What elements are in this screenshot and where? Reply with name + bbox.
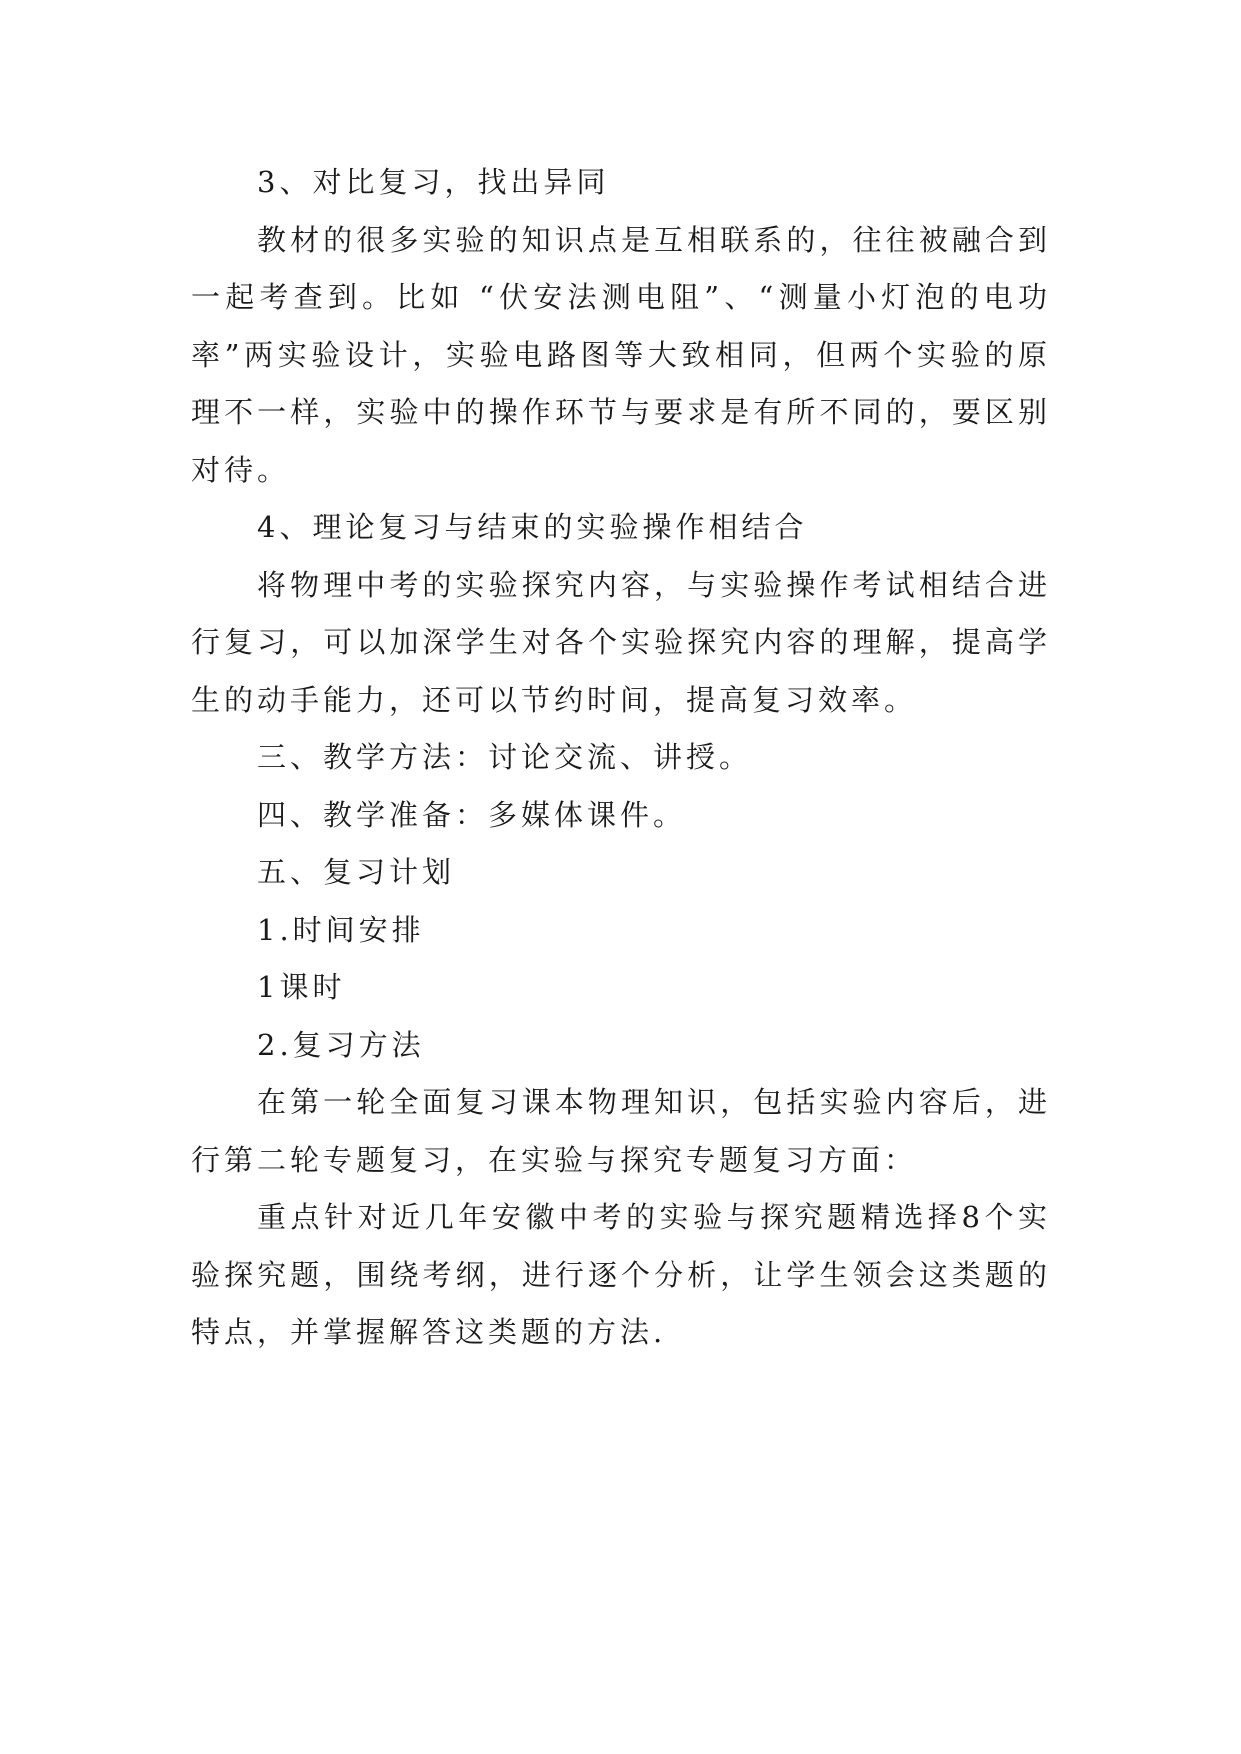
paragraph-review-rounds: 在第一轮全面复习课本物理知识，包括实验内容后，进行第二轮专题复习，在实验与探究专题复习方面： [191, 1085, 1051, 1177]
document-body [191, 154, 1051, 1362]
paragraph-class-hours: 1课时 [257, 970, 346, 1004]
section-heading-teaching-prep: 四、教学准备：多媒体课件。 [257, 797, 687, 832]
section-heading-theory-practice: 4、理论复习与结束的实验操作相结合 [257, 510, 808, 544]
paragraph-theory-practice: 将物理中考的实验探究内容，与实验操作考试相结合进行复习，可以加深学生对各个实验探究内容的理解，提高学生的动手能力，还可以节约时间，提高复习效率。 [191, 567, 1051, 717]
subheading-review-method: 2.复习方法 [257, 1027, 425, 1062]
paragraph-compare-review: 教材的很多实验的知识点是互相联系的，往往被融合到一起考查到。比如 “伏安法测电阻”、“测量小灯泡的电功率”两实验设计，实验电路图等大致相同，但两个实验的原理不一样，实验中的操作环节与要求是有所不同的，要区别对待。 [191, 222, 1051, 487]
paragraph-key-focus: 重点针对近几年安徽中考的实验与探究题精选择8个实验探究题，围绕考纲，进行逐个分析，让学生领会这类题的特点，并掌握解答这类题的方法. [191, 1200, 1051, 1349]
section-heading-teaching-method: 三、教学方法：讨论交流、讲授。 [257, 740, 753, 774]
subheading-time-arrangement: 1.时间安排 [257, 912, 425, 947]
section-heading-review-plan: 五、复习计划 [257, 855, 456, 889]
section-heading-compare-review: 3、对比复习，找出异同 [257, 165, 610, 199]
